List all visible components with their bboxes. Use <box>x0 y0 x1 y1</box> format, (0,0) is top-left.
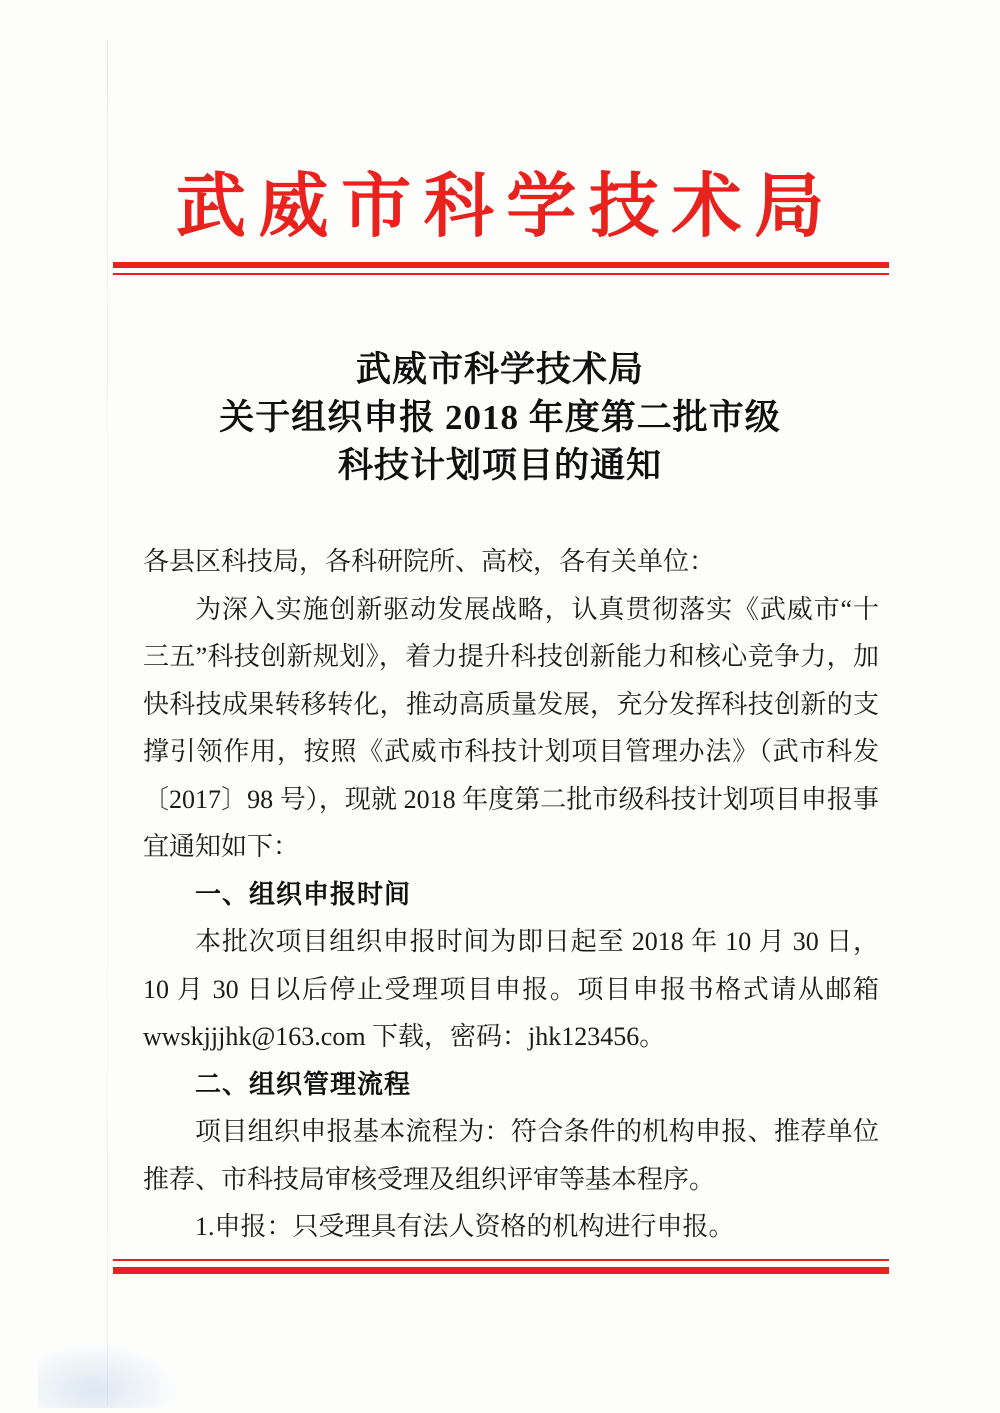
document-title <box>0 346 1000 490</box>
document-title-line3: 科技计划项目的通知 <box>337 446 662 485</box>
document-title-line2: 关于组织申报 2018 年度第二批市级 <box>219 398 781 437</box>
paragraph-intro: 为深入实施创新驱动发展战略，认真贯彻落实《武威市“十三五”科技创新规划》，着力提升科技创新能力和核心竞争力，加快科技成果转移转化，推动高质量发展，充分发挥科技创新的支撑引领作用，按照《武威市科技计划项目管理办法》（武市科发〔2017〕98 号），现就 2018 年度第二批市级科技计划项目申报事宜通知如下： <box>143 594 879 861</box>
section-heading-management-process: 二、组织管理流程 <box>195 1068 412 1099</box>
section-heading-application-time: 一、组织申报时间 <box>195 878 412 909</box>
paragraph-management-process: 项目组织申报基本流程为：符合条件的机构申报、推荐单位推荐、市科技局审核受理及组织评审等基本程序。 <box>143 1117 879 1194</box>
footer-divider-thick <box>113 1267 889 1274</box>
header-divider-thin <box>113 273 889 275</box>
document-title-line1: 武威市科学技术局 <box>355 350 644 389</box>
paragraph-application-time: 本批次项目组织申报时间为即日起至 2018 年 10 月 30 日，10 月 30 日以后停止受理项目申报。项目申报书格式请从邮箱 wwskjjjhk@163.com 下载，密码：jhk123456。 <box>143 927 879 1051</box>
document-body <box>143 538 879 1251</box>
paragraph-application-rule: 1.申报：只受理具有法人资格的机构进行申报。 <box>195 1212 735 1241</box>
header-divider-thick <box>113 262 889 268</box>
scan-artifact-smudge <box>38 1342 178 1408</box>
footer-divider-thin <box>113 1259 889 1261</box>
agency-name: 武威市科学技术局 <box>175 169 837 246</box>
salutation: 各县区科技局，各科研院所、高校，各有关单位： <box>143 547 716 576</box>
